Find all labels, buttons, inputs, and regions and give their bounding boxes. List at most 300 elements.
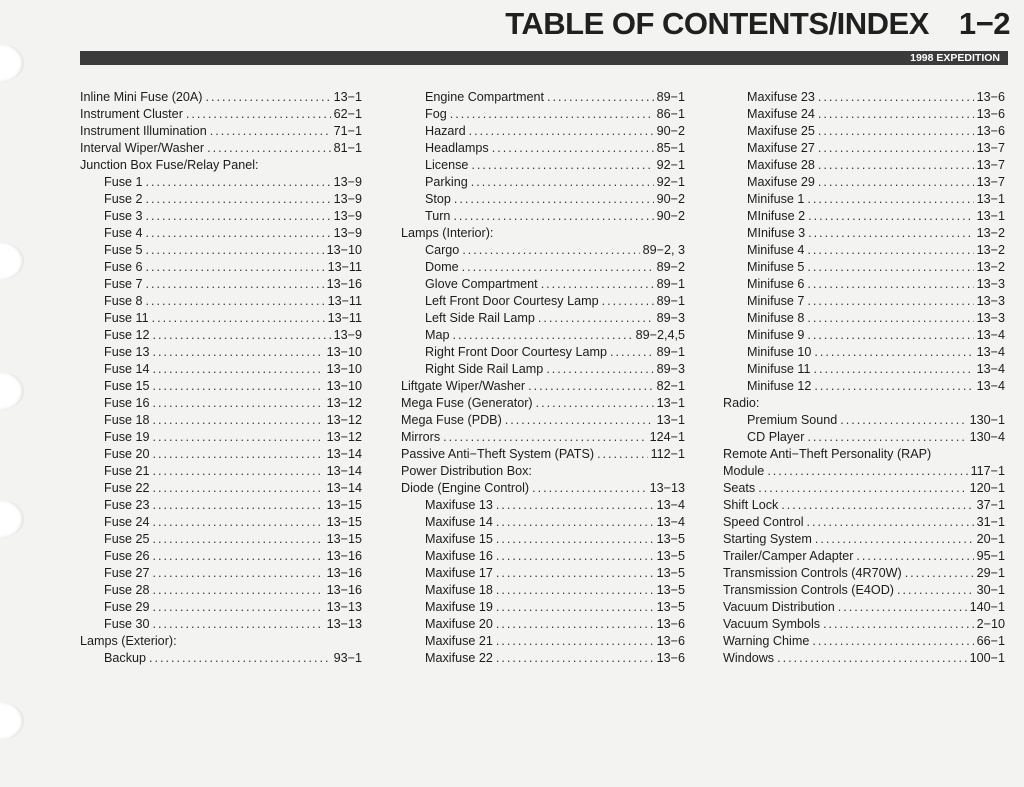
entry-page-ref: 13−13: [326, 600, 362, 614]
entry-label: Maxifuse 19: [425, 600, 493, 614]
index-entry: [80, 395, 362, 412]
index-entry: [723, 174, 1005, 191]
entry-page-ref: 13−16: [326, 566, 362, 580]
index-entry: [80, 89, 362, 106]
entry-page-ref: 13−11: [327, 260, 362, 274]
entry-label: Fuse 18: [104, 413, 150, 427]
entry-label: Fuse 19: [104, 430, 150, 444]
index-entry: [80, 293, 362, 310]
dot-leader: [496, 650, 654, 667]
index-entry: [401, 191, 685, 208]
entry-label: Fuse 13: [104, 345, 150, 359]
index-entry: [80, 412, 362, 429]
dot-leader: [206, 89, 331, 106]
dot-leader: [541, 276, 654, 293]
index-entry: [401, 208, 685, 225]
dot-leader: [812, 633, 973, 650]
entry-page-ref: 93−1: [333, 651, 362, 665]
index-entry: [80, 174, 362, 191]
index-entry: [723, 616, 1005, 633]
entry-label: MInifuse 2: [747, 209, 806, 223]
entry-label: Maxifuse 28: [747, 158, 815, 172]
dot-leader: [153, 344, 324, 361]
index-entry: [80, 361, 362, 378]
dot-leader: [207, 140, 331, 157]
index-column-3: [723, 89, 1005, 667]
entry-page-ref: 130−1: [969, 413, 1005, 427]
entry-page-ref: 30−1: [976, 583, 1005, 597]
entry-label: Fuse 12: [104, 328, 150, 342]
entry-label: Minifuse 12: [747, 379, 812, 393]
index-entry: [723, 191, 1005, 208]
dot-leader: [496, 616, 654, 633]
entry-label: Left Front Door Courtesy Lamp: [425, 294, 599, 308]
entry-label: Maxifuse 22: [425, 651, 493, 665]
entry-page-ref: 13−15: [326, 498, 362, 512]
dot-leader: [153, 480, 324, 497]
entry-page-ref: 13−11: [327, 311, 362, 325]
dot-leader: [454, 191, 654, 208]
entry-label: Trailer/Camper Adapter: [723, 549, 854, 563]
dot-leader: [153, 327, 331, 344]
entry-label: Parking: [425, 175, 468, 189]
entry-page-ref: 13−4: [656, 498, 685, 512]
entry-label: Instrument Illumination: [80, 124, 207, 138]
entry-page-ref: 71−1: [333, 124, 362, 138]
dot-leader: [807, 327, 973, 344]
dot-leader: [153, 531, 324, 548]
dot-leader: [505, 412, 654, 429]
index-entry: [80, 599, 362, 616]
entry-label: Left Side Rail Lamp: [425, 311, 535, 325]
index-entry: [723, 140, 1005, 157]
dot-leader: [597, 446, 648, 463]
entry-label: Maxifuse 24: [747, 107, 815, 121]
entry-label: Maxifuse 15: [425, 532, 493, 546]
dot-leader: [546, 361, 653, 378]
index-entry: [723, 531, 1005, 548]
page-title: [505, 6, 1010, 42]
entry-page-ref: 100−1: [969, 651, 1005, 665]
dot-leader: [528, 378, 654, 395]
index-entry: [723, 276, 1005, 293]
entry-page-ref: 29−1: [976, 566, 1005, 580]
dot-leader: [547, 89, 654, 106]
index-entry: [723, 463, 1005, 480]
binder-hole: [0, 500, 24, 538]
index-heading: Remote Anti−Theft Personality (RAP): [723, 447, 932, 461]
dot-leader: [469, 123, 654, 140]
dot-leader: [496, 565, 654, 582]
entry-page-ref: 124−1: [649, 430, 685, 444]
dot-leader: [443, 429, 646, 446]
dot-leader: [146, 191, 331, 208]
entry-label: Maxifuse 23: [747, 90, 815, 104]
index-entry: [401, 293, 685, 310]
entry-page-ref: 13−6: [976, 107, 1005, 121]
dot-leader: [210, 123, 331, 140]
index-entry: [723, 208, 1005, 225]
entry-label: Fog: [425, 107, 447, 121]
entry-page-ref: 13−4: [976, 362, 1005, 376]
entry-label: Minifuse 1: [747, 192, 805, 206]
index-entry: [723, 327, 1005, 344]
index-heading: Lamps (Interior):: [401, 226, 494, 240]
dot-leader: [496, 633, 654, 650]
index-entry: [401, 531, 685, 548]
entry-label: Map: [425, 328, 450, 342]
dot-leader: [492, 140, 654, 157]
index-entry: [80, 106, 362, 123]
entry-page-ref: 13−5: [656, 532, 685, 546]
dot-leader: [153, 412, 324, 429]
dot-leader: [536, 395, 654, 412]
index-entry: [80, 463, 362, 480]
index-entry: [401, 259, 685, 276]
entry-label: Vacuum Distribution: [723, 600, 835, 614]
entry-page-ref: 13−4: [976, 345, 1005, 359]
entry-page-ref: 13−6: [976, 90, 1005, 104]
dot-leader: [153, 463, 324, 480]
entry-page-ref: 13−6: [656, 634, 685, 648]
entry-label: Fuse 25: [104, 532, 150, 546]
index-entry: [80, 378, 362, 395]
dot-leader: [807, 310, 973, 327]
entry-page-ref: 13−13: [326, 617, 362, 631]
entry-page-ref: 13−3: [976, 294, 1005, 308]
dot-leader: [814, 344, 973, 361]
entry-label: Fuse 29: [104, 600, 150, 614]
entry-page-ref: 89−2,4,5: [635, 328, 685, 342]
index-entry: [723, 225, 1005, 242]
index-entry: [401, 480, 685, 497]
index-entry: [401, 361, 685, 378]
dot-leader: [462, 242, 639, 259]
vehicle-label: 1998 EXPEDITION: [906, 51, 1004, 65]
index-entry: [80, 276, 362, 293]
dot-leader: [152, 310, 325, 327]
entry-label: Liftgate Wiper/Washer: [401, 379, 526, 393]
dot-leader: [153, 548, 324, 565]
dot-leader: [496, 599, 654, 616]
entry-page-ref: 13−1: [656, 396, 685, 410]
entry-label: Maxifuse 25: [747, 124, 815, 138]
index-entry: [723, 565, 1005, 582]
index-entry: [723, 412, 1005, 429]
dot-leader: [153, 361, 324, 378]
dot-leader: [496, 514, 654, 531]
dot-leader: [471, 174, 654, 191]
entry-label: Right Front Door Courtesy Lamp: [425, 345, 607, 359]
entry-page-ref: 117−1: [970, 464, 1005, 478]
entry-label: Dome: [425, 260, 459, 274]
dot-leader: [602, 293, 654, 310]
entry-label: Glove Compartment: [425, 277, 538, 291]
index-entry: [80, 582, 362, 599]
entry-label: Backup: [104, 651, 147, 665]
entry-page-ref: 89−3: [656, 311, 685, 325]
dot-leader: [807, 276, 973, 293]
entry-label: Fuse 4: [104, 226, 143, 240]
entry-page-ref: 13−9: [333, 226, 362, 240]
entry-page-ref: 13−7: [976, 158, 1005, 172]
entry-page-ref: 13−5: [656, 583, 685, 597]
index-entry: [401, 106, 685, 123]
index-entry: [80, 140, 362, 157]
dot-leader: [807, 191, 973, 208]
index-entry: [401, 395, 685, 412]
entry-label: Fuse 30: [104, 617, 150, 631]
index-entry: [723, 242, 1005, 259]
index-entry: [723, 429, 1005, 446]
index-entry: [80, 429, 362, 446]
entry-label: Headlamps: [425, 141, 489, 155]
binder-hole: [0, 372, 24, 410]
entry-page-ref: 89−1: [656, 90, 685, 104]
entry-label: Fuse 28: [104, 583, 150, 597]
entry-label: Engine Compartment: [425, 90, 545, 104]
index-entry: [723, 378, 1005, 395]
dot-leader: [496, 548, 654, 565]
index-entry: [401, 174, 685, 191]
dot-leader: [807, 514, 974, 531]
entry-page-ref: 62−1: [333, 107, 362, 121]
entry-label: Fuse 16: [104, 396, 150, 410]
index-entry: [80, 242, 362, 259]
entry-label: Maxifuse 14: [425, 515, 493, 529]
dot-leader: [146, 276, 324, 293]
entry-page-ref: 13−10: [326, 243, 362, 257]
dot-leader: [146, 208, 331, 225]
entry-page-ref: 13−16: [326, 277, 362, 291]
index-entry: [723, 548, 1005, 565]
entry-page-ref: 13−1: [976, 209, 1005, 223]
index-entry: [80, 191, 362, 208]
entry-page-ref: 82−1: [656, 379, 685, 393]
entry-page-ref: 13−2: [976, 226, 1005, 240]
dot-leader: [758, 480, 966, 497]
index-entry: [723, 89, 1005, 106]
dot-leader: [471, 157, 653, 174]
index-entry: [401, 89, 685, 106]
entry-label: Fuse 7: [104, 277, 143, 291]
entry-page-ref: 81−1: [333, 141, 362, 155]
dot-leader: [807, 259, 973, 276]
entry-label: Fuse 5: [104, 243, 143, 257]
dot-leader: [153, 582, 324, 599]
entry-label: Fuse 1: [104, 175, 143, 189]
dot-leader: [146, 242, 324, 259]
entry-label: Mirrors: [401, 430, 441, 444]
entry-page-ref: 13−15: [326, 515, 362, 529]
entry-page-ref: 13−12: [326, 430, 362, 444]
index-entry: [401, 446, 685, 463]
binder-hole: [0, 44, 24, 82]
index-entry: [723, 293, 1005, 310]
entry-label: Minifuse 7: [747, 294, 805, 308]
entry-label: Fuse 21: [104, 464, 150, 478]
entry-page-ref: 13−13: [649, 481, 685, 495]
entry-page-ref: 13−6: [656, 617, 685, 631]
entry-label: Transmission Controls (4R70W): [723, 566, 902, 580]
dot-leader: [149, 650, 331, 667]
dot-leader: [808, 208, 974, 225]
entry-page-ref: 13−4: [656, 515, 685, 529]
dot-leader: [496, 497, 654, 514]
entry-label: Fuse 6: [104, 260, 143, 274]
entry-label: CD Player: [747, 430, 805, 444]
index-entry: [401, 582, 685, 599]
dot-leader: [153, 616, 324, 633]
index-entry: [723, 582, 1005, 599]
entry-label: Maxifuse 21: [425, 634, 493, 648]
entry-page-ref: 13−1: [656, 413, 685, 427]
dot-leader: [450, 106, 654, 123]
entry-page-ref: 13−14: [326, 464, 362, 478]
entry-label: Warning Chime: [723, 634, 810, 648]
index-heading: Radio:: [723, 396, 760, 410]
entry-label: Mega Fuse (PDB): [401, 413, 502, 427]
index-entry: [401, 344, 685, 361]
entry-page-ref: 13−9: [333, 175, 362, 189]
index-entry: [80, 565, 362, 582]
dot-leader: [146, 225, 331, 242]
entry-page-ref: 120−1: [969, 481, 1005, 495]
entry-label: Instrument Cluster: [80, 107, 183, 121]
entry-page-ref: 90−2: [656, 124, 685, 138]
index-entry: [723, 310, 1005, 327]
dot-leader: [186, 106, 331, 123]
dot-leader: [808, 225, 974, 242]
entry-label: Minifuse 9: [747, 328, 805, 342]
entry-label: Fuse 23: [104, 498, 150, 512]
dot-leader: [905, 565, 974, 582]
entry-label: Fuse 2: [104, 192, 143, 206]
dot-leader: [818, 157, 974, 174]
entry-page-ref: 13−10: [326, 362, 362, 376]
dot-leader: [496, 531, 654, 548]
index-entry: [401, 429, 685, 446]
entry-page-ref: 13−10: [326, 379, 362, 393]
dot-leader: [453, 327, 633, 344]
entry-label: Maxifuse 27: [747, 141, 815, 155]
entry-page-ref: 13−11: [327, 294, 362, 308]
entry-label: MInifuse 3: [747, 226, 806, 240]
index-entry: [80, 208, 362, 225]
entry-page-ref: 13−3: [976, 277, 1005, 291]
dot-leader: [538, 310, 654, 327]
entry-page-ref: 130−4: [969, 430, 1005, 444]
entry-label: Passive Anti−Theft System (PATS): [401, 447, 595, 461]
index-entry: [723, 599, 1005, 616]
entry-page-ref: 13−9: [333, 328, 362, 342]
dot-leader: [153, 497, 324, 514]
index-entry: [401, 565, 685, 582]
entry-page-ref: 89−1: [656, 277, 685, 291]
index-entry: [80, 446, 362, 463]
dot-leader: [146, 293, 325, 310]
dot-leader: [153, 565, 324, 582]
entry-page-ref: 13−3: [976, 311, 1005, 325]
entry-label: Fuse 14: [104, 362, 150, 376]
entry-label: Inline Mini Fuse (20A): [80, 90, 203, 104]
index-entry: [723, 106, 1005, 123]
entry-label: Starting System: [723, 532, 812, 546]
entry-page-ref: 90−2: [656, 192, 685, 206]
index-heading: Lamps (Exterior):: [80, 634, 177, 648]
dot-leader: [818, 89, 974, 106]
index-entry: [401, 140, 685, 157]
entry-page-ref: 85−1: [656, 141, 685, 155]
dot-leader: [610, 344, 654, 361]
index-entry: [723, 497, 1005, 514]
index-entry: [80, 480, 362, 497]
entry-page-ref: 13−10: [326, 345, 362, 359]
entry-page-ref: 31−1: [976, 515, 1005, 529]
entry-page-ref: 13−6: [976, 124, 1005, 138]
dot-leader: [777, 650, 967, 667]
index-entry: [401, 514, 685, 531]
index-entry: [80, 225, 362, 242]
index-entry: [401, 412, 685, 429]
entry-label: Maxifuse 29: [747, 175, 815, 189]
entry-page-ref: 2−10: [976, 617, 1005, 631]
entry-page-ref: 89−3: [656, 362, 685, 376]
index-entry: [401, 157, 685, 174]
index-entry: [401, 633, 685, 650]
entry-label: License: [425, 158, 469, 172]
dot-leader: [838, 599, 967, 616]
entry-page-ref: 13−16: [326, 583, 362, 597]
binder-hole: [0, 702, 24, 740]
index-entry: [80, 259, 362, 276]
entry-label: Minifuse 11: [747, 362, 811, 376]
entry-label: Hazard: [425, 124, 466, 138]
entry-page-ref: 13−7: [976, 175, 1005, 189]
index-entry: [80, 327, 362, 344]
index-column-1: [80, 89, 362, 667]
entry-page-ref: 89−1: [656, 345, 685, 359]
entry-label: Mega Fuse (Generator): [401, 396, 533, 410]
entry-page-ref: 112−1: [650, 447, 685, 461]
entry-page-ref: 13−5: [656, 600, 685, 614]
entry-page-ref: 13−9: [333, 192, 362, 206]
entry-label: Minifuse 5: [747, 260, 805, 274]
entry-page-ref: 13−4: [976, 328, 1005, 342]
entry-label: Fuse 20: [104, 447, 150, 461]
dot-leader: [818, 174, 974, 191]
index-entry: [723, 514, 1005, 531]
entry-label: Turn: [425, 209, 451, 223]
dot-leader: [840, 412, 966, 429]
entry-label: Fuse 26: [104, 549, 150, 563]
entry-page-ref: 13−15: [326, 532, 362, 546]
entry-page-ref: 13−1: [976, 192, 1005, 206]
entry-page-ref: 66−1: [976, 634, 1005, 648]
index-entry: [401, 548, 685, 565]
entry-page-ref: 92−1: [656, 158, 685, 172]
index-entry: [401, 599, 685, 616]
entry-label: Fuse 24: [104, 515, 150, 529]
entry-page-ref: 95−1: [976, 549, 1005, 563]
index-entry: [401, 497, 685, 514]
dot-leader: [496, 582, 654, 599]
dot-leader: [807, 293, 973, 310]
entry-page-ref: 89−2: [656, 260, 685, 274]
entry-page-ref: 37−1: [976, 498, 1005, 512]
index-entry: [401, 616, 685, 633]
entry-label: Seats: [723, 481, 756, 495]
